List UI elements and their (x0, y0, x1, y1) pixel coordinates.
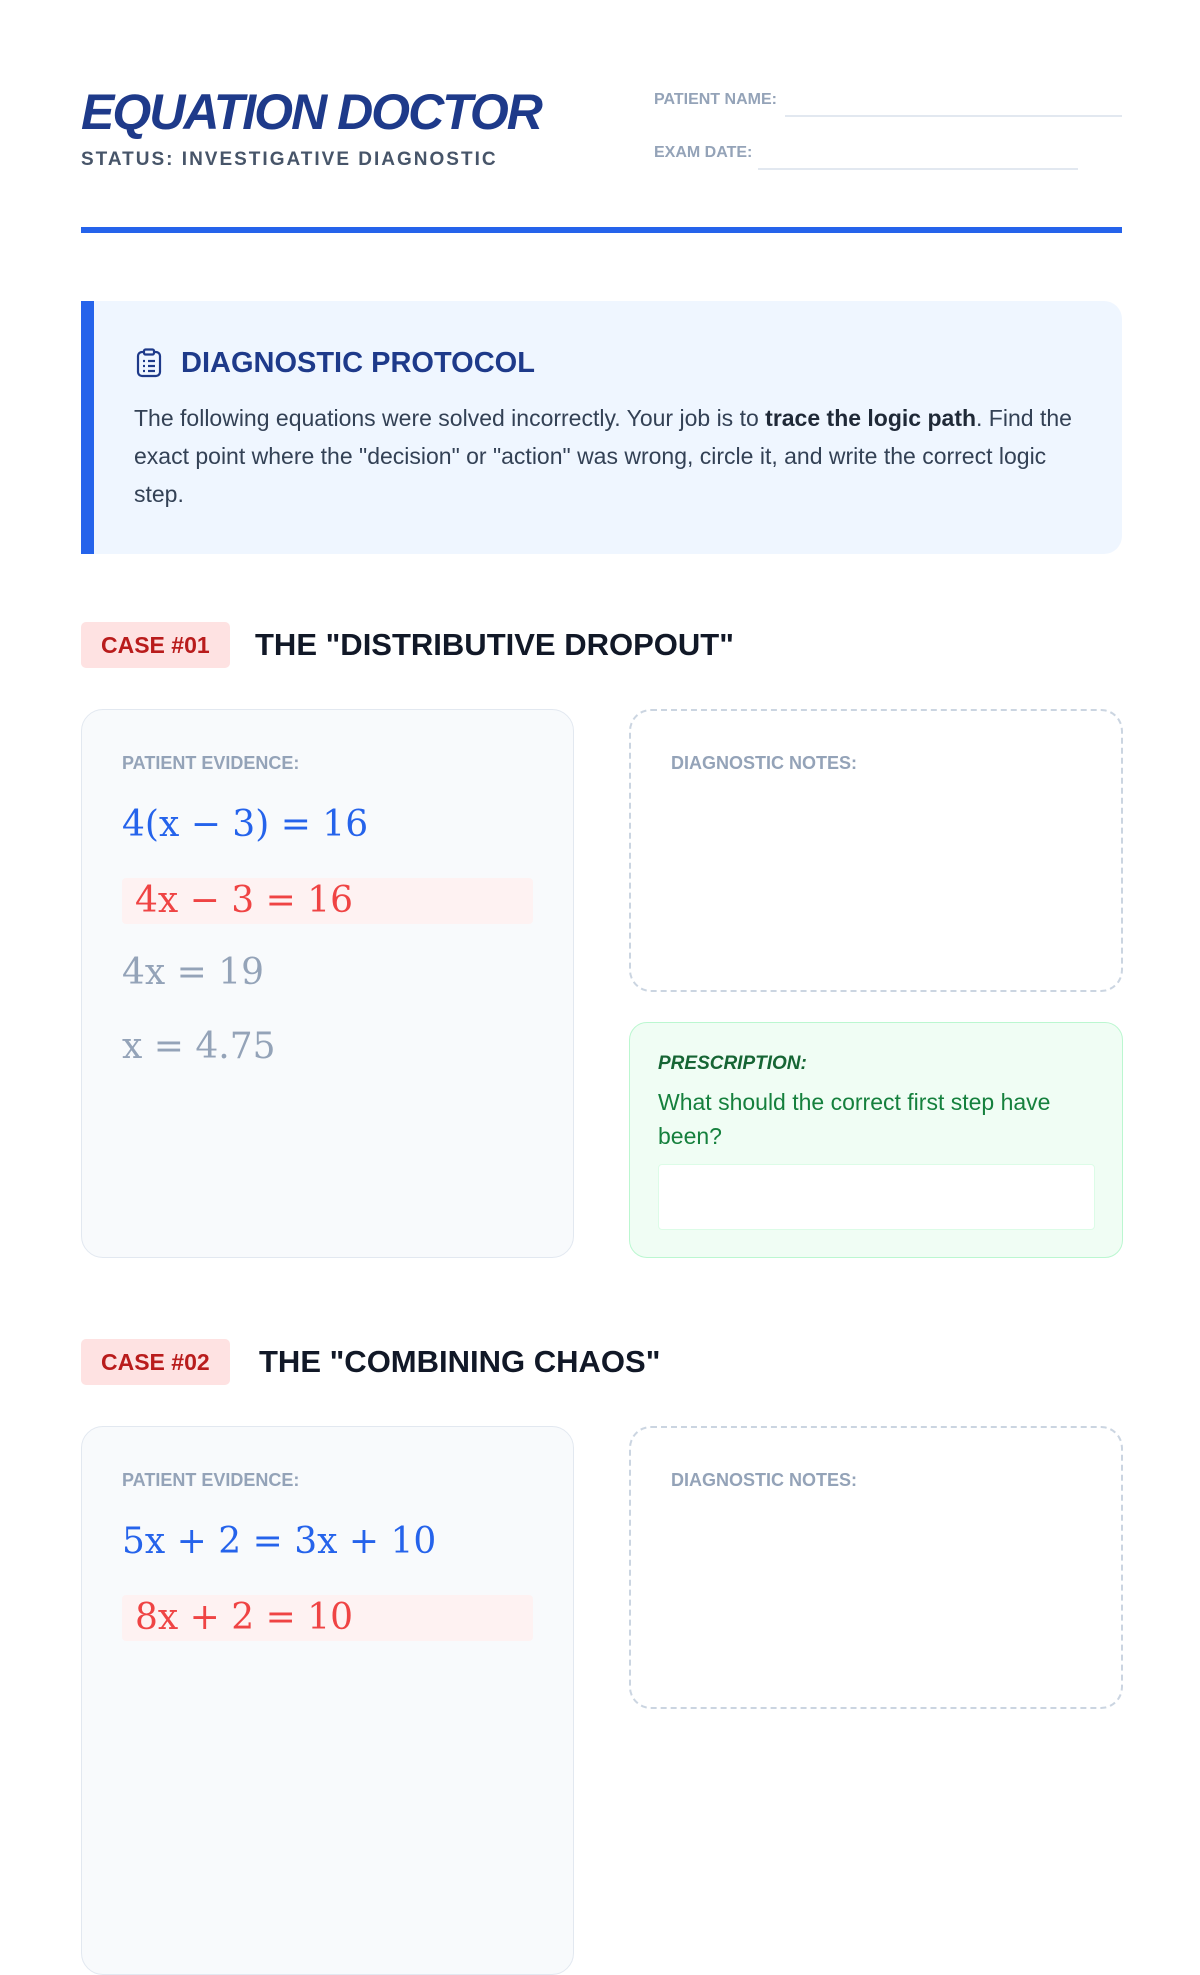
equation-step[interactable]: 4x = 19 (122, 952, 265, 993)
case-title: THE "DISTRIBUTIVE DROPOUT" (255, 627, 734, 662)
patient-name-label: PATIENT NAME: (654, 91, 777, 108)
prescription-label: PRESCRIPTION: (658, 1053, 807, 1074)
patient-name-field[interactable] (785, 115, 1122, 117)
protocol-instructions: The following equations were solved incorrectly. Your job is to trace the logic path. Find the exact point where the "decision" or "action" was wrong, circle it, and write the correct logic step. (134, 405, 1072, 507)
error-step[interactable]: 8x + 2 = 10 (122, 1595, 533, 1641)
case-badge: CASE #01 (81, 622, 230, 668)
equation-step[interactable]: x = 4.75 (122, 1026, 276, 1067)
equation-step[interactable]: 5x + 2 = 3x + 10 (122, 1521, 437, 1562)
prescription-box (629, 1022, 1123, 1258)
evidence-label: PATIENT EVIDENCE: (122, 753, 300, 773)
protocol-box (81, 301, 1122, 554)
patient-evidence-card (81, 1426, 574, 1975)
prescription-question: What should the correct first step have been? (658, 1089, 1051, 1149)
prescription-answer-field[interactable] (658, 1164, 1095, 1230)
exam-date-label: EXAM DATE: (654, 144, 753, 161)
patient-evidence-card (81, 709, 574, 1258)
equation-step[interactable]: 4(x − 3) = 16 (122, 804, 369, 845)
diagnostic-notes-area[interactable] (629, 1426, 1123, 1709)
clipboard-icon (136, 348, 162, 378)
protocol-emphasis: trace the logic path (765, 405, 977, 431)
case-title: THE "COMBINING CHAOS" (259, 1344, 661, 1379)
status-line: STATUS: INVESTIGATIVE DIAGNOSTIC (81, 149, 498, 170)
exam-date-field[interactable] (758, 168, 1078, 170)
notes-label: DIAGNOSTIC NOTES: (671, 753, 858, 773)
case-badge: CASE #02 (81, 1339, 230, 1385)
notes-label: DIAGNOSTIC NOTES: (671, 1470, 858, 1490)
diagnostic-notes-area[interactable] (629, 709, 1123, 992)
evidence-label: PATIENT EVIDENCE: (122, 1470, 300, 1490)
worksheet-title: EQUATION DOCTOR (81, 84, 541, 140)
protocol-title: DIAGNOSTIC PROTOCOL (181, 347, 535, 379)
header (81, 80, 1122, 235)
error-step[interactable]: 4x − 3 = 16 (122, 878, 533, 924)
header-divider (81, 227, 1122, 233)
